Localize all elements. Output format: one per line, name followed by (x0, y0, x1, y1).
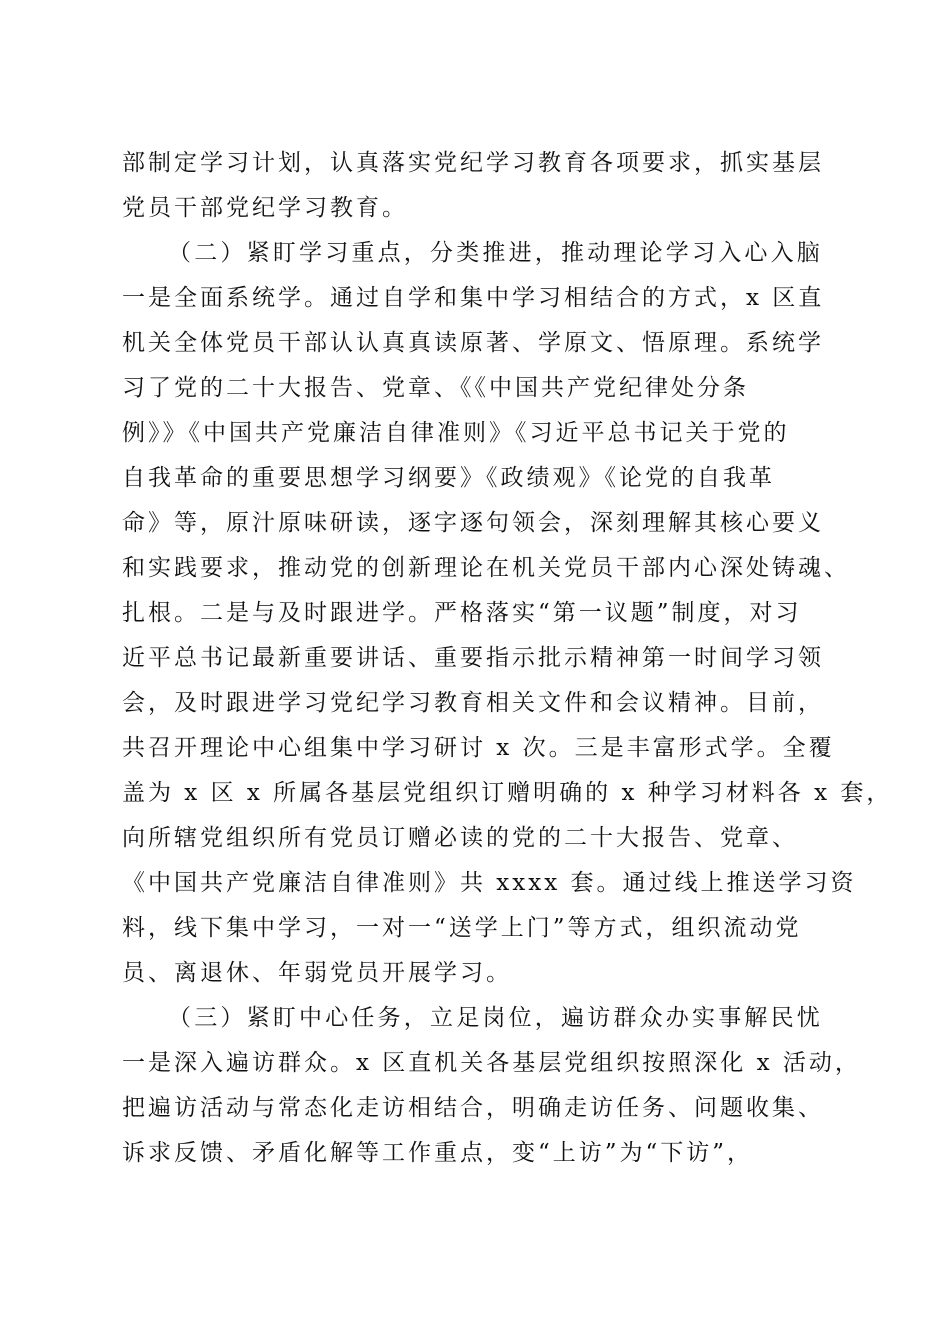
body-text-line: 自我革命的重要思想学习纲要》《政绩观》《论党的自我革 (122, 465, 775, 491)
body-text-line: 料，线下集中学习，一对一“送学上门”等方式，组织流动党 (122, 915, 802, 941)
body-text-line: 习了党的二十大报告、党章、《《中国共产党纪律处分条 (122, 375, 749, 401)
body-text-line: 诉求反馈、矛盾化解等工作重点，变“上访”为“下访”， (122, 1140, 754, 1166)
body-text-line: 部制定学习计划，认真落实党纪学习教育各项要求，抓实基层 (122, 150, 824, 176)
body-text-line: 把遍访活动与常态化走访相结合，明确走访任务、问题收集、 (122, 1095, 824, 1121)
body-text-line: 党员干部党纪学习教育。 (122, 195, 408, 221)
body-text-line: 共召开理论中心组集中学习研讨 x 次。三是丰富形式学。全覆 (122, 735, 835, 761)
body-text-line: 盖为 x 区 x 所属各基层党组织订赠明确的 x 种学习材料各 x 套， (122, 780, 893, 806)
body-text-line: 《中国共产党廉洁自律准则》共 xxxx 套。通过线上推送学习资 (122, 870, 857, 896)
body-text-line: 会，及时跟进学习党纪学习教育相关文件和会议精神。目前， (122, 690, 824, 716)
body-text-line: 员、离退休、年弱党员开展学习。 (122, 960, 512, 986)
body-text-line: 扎根。二是与及时跟进学。严格落实“第一议题”制度，对习 (122, 600, 802, 626)
section-heading-2: （二）紧盯学习重点，分类推进，推动理论学习入心入脑 (168, 240, 823, 266)
body-text-line: 向所辖党组织所有党员订赠必读的党的二十大报告、党章、 (122, 825, 798, 851)
body-text-line: 一是全面系统学。通过自学和集中学习相结合的方式，x 区直 (122, 285, 825, 311)
body-text-line: 和实践要求，推动党的创新理论在机关党员干部内心深处铸魂、 (122, 555, 850, 581)
section-heading-3: （三）紧盯中心任务，立足岗位，遍访群众办实事解民忧 (168, 1005, 823, 1031)
body-text-line: 一是深入遍访群众。x 区直机关各基层党组织按照深化 x 活动， (122, 1050, 861, 1076)
body-text-line: 机关全体党员干部认认真真读原著、学原文、悟原理。系统学 (122, 330, 824, 356)
body-text-line: 命》等，原汁原味研读，逐字逐句领会，深刻理解其核心要义 (122, 510, 824, 536)
body-text-line: 近平总书记最新重要讲话、重要指示批示精神第一时间学习领 (122, 645, 824, 671)
body-text-line: 例》》《中国共产党廉洁自律准则》《习近平总书记关于党的 (122, 420, 790, 446)
